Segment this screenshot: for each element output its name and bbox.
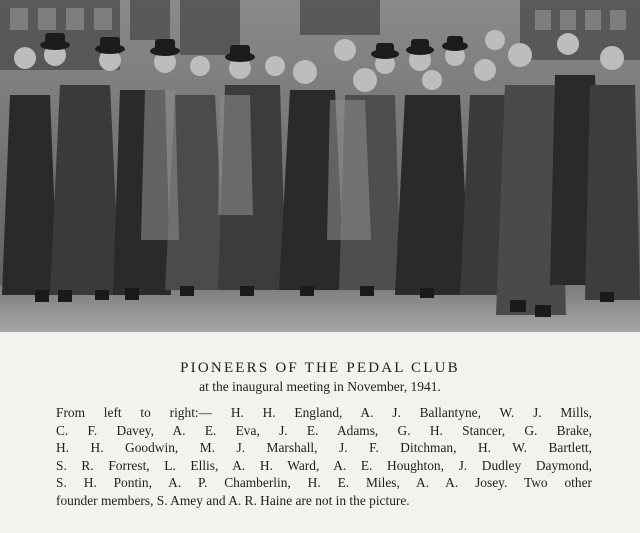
caption-line: S. H. Pontin, A. P. Chamberlin, H. E. Miles, A. A. Josey. Two other — [56, 475, 592, 491]
caption-line: C. F. Davey, A. E. Eva, J. E. Adams, G. H. Stancer, G. Brake, — [56, 422, 592, 438]
caption-line: S. R. Forrest, L. Ellis, A. H. Ward, A. E. Houghton, J. Dudley Daymond, — [56, 457, 592, 473]
caption-line: founder members, S. Amey and A. R. Haine are not in the picture. — [56, 492, 410, 508]
caption-line: From left to right:— H. H. England, A. J. Ballantyne, W. J. Mills, — [56, 405, 592, 420]
caption-names-list — [56, 404, 592, 510]
caption-subtitle: at the inaugural meeting in November, 1941. — [199, 379, 441, 394]
caption-title: PIONEERS OF THE PEDAL CLUB — [180, 360, 460, 376]
caption-line: H. H. Goodwin, M. J. Marshall, J. F. Ditchman, H. W. Bartlett, — [56, 440, 592, 456]
